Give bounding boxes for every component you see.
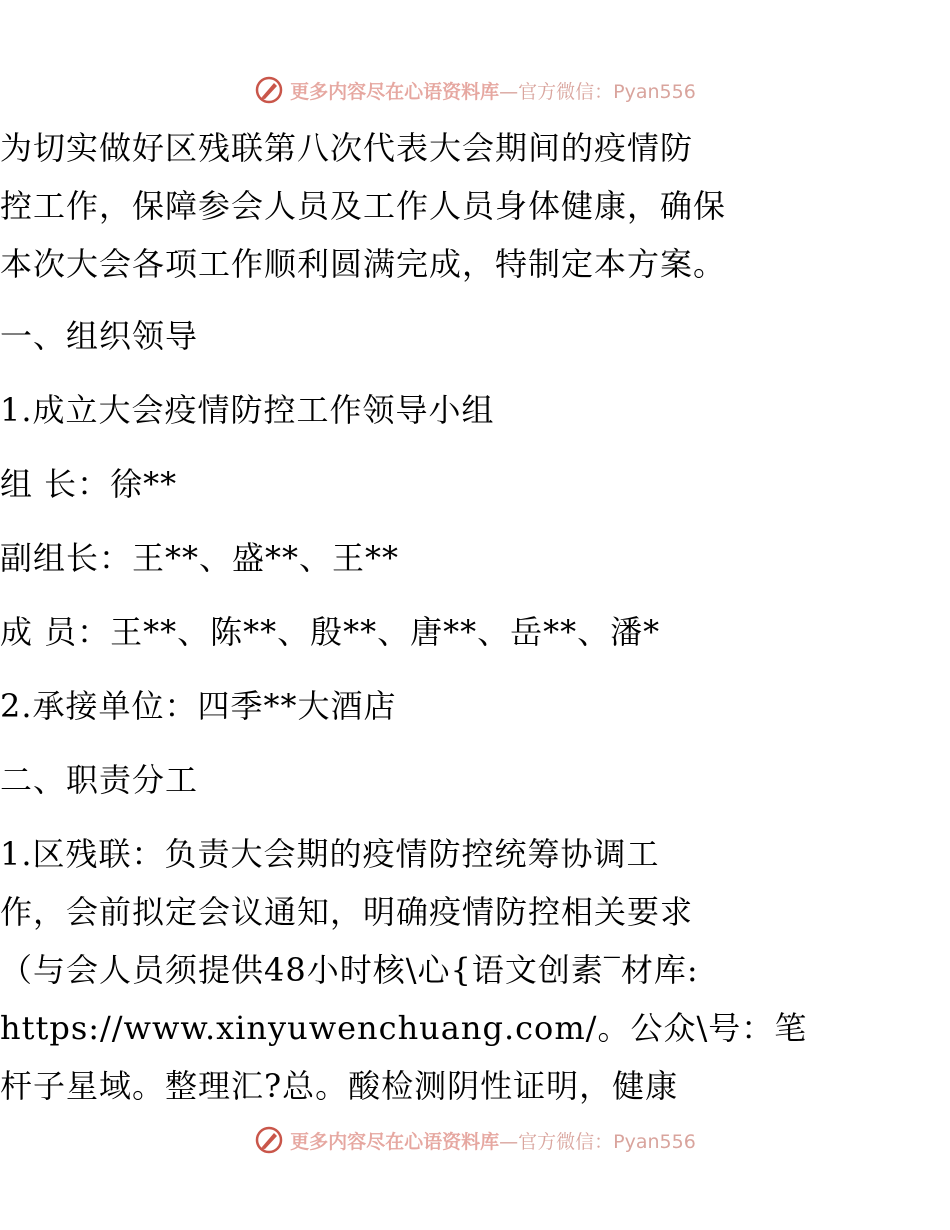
subsection-heading: 2.承接单位：四季**大酒店 [0,687,397,725]
watermark-text: 更多内容尽在心语资料库—官方微信：Pyan556 [290,80,696,103]
paragraph-line: （与会人员须提供48小时核\心{语文创素‾材库: [0,951,699,989]
watermark-text: 更多内容尽在心语资料库—官方微信：Pyan556 [290,1130,696,1153]
pen-logo-icon [254,75,284,105]
paragraph-line: https://www.xinyuwenchuang.com/。公众\号：笔 [0,1009,808,1047]
list-item: 成 员：王**、陈**、殷**、唐**、岳**、潘* [0,613,661,651]
list-item: 组 长：徐** [0,465,178,503]
list-item: 副组长：王**、盛**、王** [0,539,400,577]
paragraph-line: 为切实做好区残联第八次代表大会期间的疫情防 [0,129,694,167]
paragraph-line: 杆子星域。整理汇?总。酸检测阴性证明，健康 [0,1067,679,1105]
paragraph-line: 控工作，保障参会人员及工作人员身体健康，确保 [0,187,727,225]
pen-logo-icon [254,1125,284,1155]
paragraph-line: 本次大会各项工作顺利圆满完成，特制定本方案。 [0,245,727,283]
subsection-heading: 1.成立大会疫情防控工作领导小组 [0,391,495,429]
section-heading: 一、组织领导 [0,317,199,355]
footer-watermark [0,1120,950,1160]
section-heading: 二、职责分工 [0,761,199,799]
header-watermark [0,70,950,110]
paragraph-line: 1.区残联：负责大会期的疫情防控统筹协调工 [0,835,660,873]
paragraph-line: 作，会前拟定会议通知，明确疫情防控相关要求 [0,893,694,931]
